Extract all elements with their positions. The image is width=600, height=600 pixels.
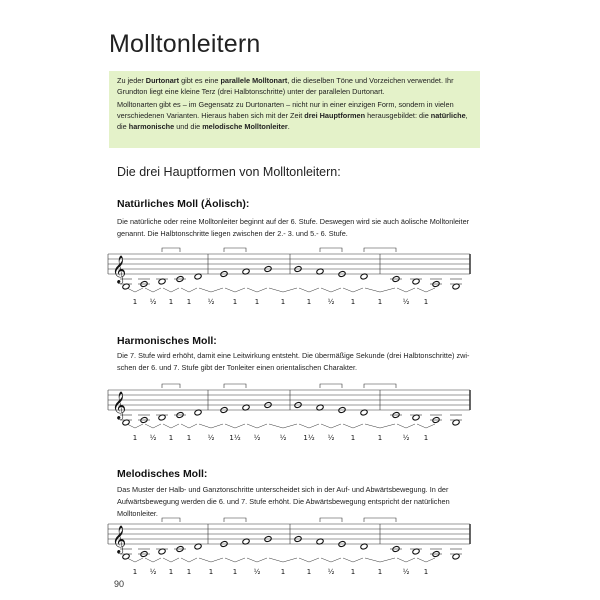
step-slur <box>343 288 363 292</box>
half-step-bracket <box>224 518 246 522</box>
step-label: ½ <box>149 298 157 306</box>
step-slur <box>365 424 395 428</box>
staff-harmonic-minor <box>100 378 490 456</box>
info-box <box>109 71 480 148</box>
step-label: 1 <box>186 298 192 306</box>
step-slur <box>199 424 223 428</box>
step-slur <box>321 558 341 562</box>
step-label: 1 <box>423 298 429 306</box>
treble-clef-icon: 𝄞 <box>112 255 127 283</box>
step-slur <box>247 288 267 292</box>
step-label: ½ <box>402 434 410 442</box>
step-label: 1 <box>168 434 174 442</box>
half-step-bracket <box>224 248 246 252</box>
step-label: ½ <box>149 568 157 576</box>
step-slur <box>225 424 245 428</box>
step-slur <box>145 424 161 428</box>
step-label: ½ <box>207 434 215 442</box>
page-number: 90 <box>114 579 125 589</box>
step-label: ½ <box>327 298 335 306</box>
step-label: 1 <box>306 298 312 306</box>
step-slur <box>225 288 245 292</box>
step-slur <box>321 288 341 292</box>
form-title-melodic: Melodisches Moll: <box>117 468 208 480</box>
info-paragraph-2: Molltonarten gibt es – im Gegensatz zu Durtonarten – nicht nur in einer einzigen Form, sondern in vielen verschiedenen Varianten. Hieraus haben sich mit der Zeit drei Hauptformen herausgebildet: die natürliche, die harmonische und die melodische Molltonleiter. <box>117 100 468 131</box>
step-slur <box>299 558 319 562</box>
form-desc-melodic: Das Muster der Halb- und Ganztonschritte unterscheidet sich in der Auf- und Abwärtsbewegung. In der Aufwärtsbewegung werden die 6. und 7. Stufe erhöht. Die Abwärtsbewegung entspricht der natürlichen Molltonleiter. <box>117 485 450 518</box>
step-label: 1 <box>232 568 238 576</box>
step-slur <box>247 558 267 562</box>
step-slur <box>181 558 197 562</box>
half-step-bracket <box>320 518 342 522</box>
step-slur <box>199 288 223 292</box>
step-slur <box>397 424 415 428</box>
step-label: 1 <box>132 298 138 306</box>
half-step-bracket <box>364 248 396 252</box>
treble-clef-icon: 𝄞 <box>112 525 127 553</box>
form-desc-natural: Die natürliche oder reine Molltonleiter beginnt auf der 6. Stufe. Deswegen wird sie auch äolische Molltonleiter genannt. Die Halbtonschritte liegen zwischen der 2.- 3. und 5.- 6. Stufe. <box>117 217 470 238</box>
step-label: 1 <box>186 568 192 576</box>
step-slur <box>299 424 319 428</box>
step-slur <box>247 424 267 428</box>
step-slur <box>127 424 143 428</box>
step-slur <box>163 558 179 562</box>
section-heading: Die drei Hauptformen von Molltonleitern: <box>117 165 341 179</box>
step-label: ½ <box>327 434 335 442</box>
info-paragraph-1: Zu jeder Durtonart gibt es eine parallele Molltonart, die dieselben Töne und Vorzeichen verwendet. Ihr Grundton liegt eine kleine Terz (drei Halbtonschritte) unter der parallelen Durtonart. <box>117 76 454 96</box>
step-slur <box>145 288 161 292</box>
step-label: 1 <box>280 568 286 576</box>
step-label: 1 <box>306 568 312 576</box>
half-step-bracket <box>162 518 180 522</box>
step-slur <box>397 558 415 562</box>
step-slur <box>299 288 319 292</box>
step-slur <box>269 558 297 562</box>
step-label: 1 <box>350 568 356 576</box>
step-label: 1½ <box>303 434 315 442</box>
step-label: ½ <box>279 434 287 442</box>
step-slur <box>269 424 297 428</box>
step-label: 1 <box>423 568 429 576</box>
step-label: ½ <box>402 568 410 576</box>
step-label: 1 <box>350 434 356 442</box>
step-label: ½ <box>253 568 261 576</box>
step-label: 1 <box>168 298 174 306</box>
step-slur <box>417 288 435 292</box>
form-title-harmonic: Harmonisches Moll: <box>117 335 217 347</box>
step-label: 1 <box>168 568 174 576</box>
half-step-bracket <box>224 384 246 388</box>
page-title: Molltonleitern <box>109 30 261 58</box>
half-step-bracket <box>162 384 180 388</box>
step-slur <box>417 558 435 562</box>
step-slur <box>127 288 143 292</box>
half-step-bracket <box>364 518 396 522</box>
step-label: 1 <box>254 298 260 306</box>
half-step-bracket <box>364 384 396 388</box>
step-label: 1 <box>423 434 429 442</box>
step-label: ½ <box>402 298 410 306</box>
step-slur <box>163 424 179 428</box>
step-label: 1½ <box>229 434 241 442</box>
step-label: ½ <box>149 434 157 442</box>
staff-melodic-minor <box>100 512 490 590</box>
treble-clef-icon: 𝄞 <box>112 391 127 419</box>
step-label: 1 <box>232 298 238 306</box>
step-slur <box>145 558 161 562</box>
half-step-bracket <box>162 248 180 252</box>
step-label: ½ <box>253 434 261 442</box>
staff-natural-minor <box>100 242 490 320</box>
step-slur <box>343 558 363 562</box>
half-step-bracket <box>320 384 342 388</box>
form-desc-harmonic: Die 7. Stufe wird erhöht, damit eine Leitwirkung entsteht. Die übermäßige Sekunde (drei Halbtonschritte) zwischen der 6. und 7. Stufe gibt der Tonleiter einen orientalischen Charakter. <box>117 351 470 372</box>
step-label: 1 <box>208 568 214 576</box>
step-label: 1 <box>132 568 138 576</box>
step-slur <box>365 288 395 292</box>
half-step-bracket <box>320 248 342 252</box>
step-slur <box>321 424 341 428</box>
step-label: ½ <box>327 568 335 576</box>
step-label: 1 <box>377 568 383 576</box>
step-slur <box>181 288 197 292</box>
step-slur <box>199 558 223 562</box>
step-label: ½ <box>207 298 215 306</box>
step-slur <box>163 288 179 292</box>
step-label: 1 <box>186 434 192 442</box>
step-slur <box>397 288 415 292</box>
step-slur <box>269 288 297 292</box>
step-label: 1 <box>280 298 286 306</box>
form-title-natural: Natürliches Moll (Äolisch): <box>117 198 250 210</box>
step-label: 1 <box>132 434 138 442</box>
step-slur <box>343 424 363 428</box>
step-label: 1 <box>350 298 356 306</box>
step-label: 1 <box>377 298 383 306</box>
step-slur <box>417 424 435 428</box>
step-label: 1 <box>377 434 383 442</box>
step-slur <box>365 558 395 562</box>
step-slur <box>225 558 245 562</box>
step-slur <box>127 558 143 562</box>
step-slur <box>181 424 197 428</box>
